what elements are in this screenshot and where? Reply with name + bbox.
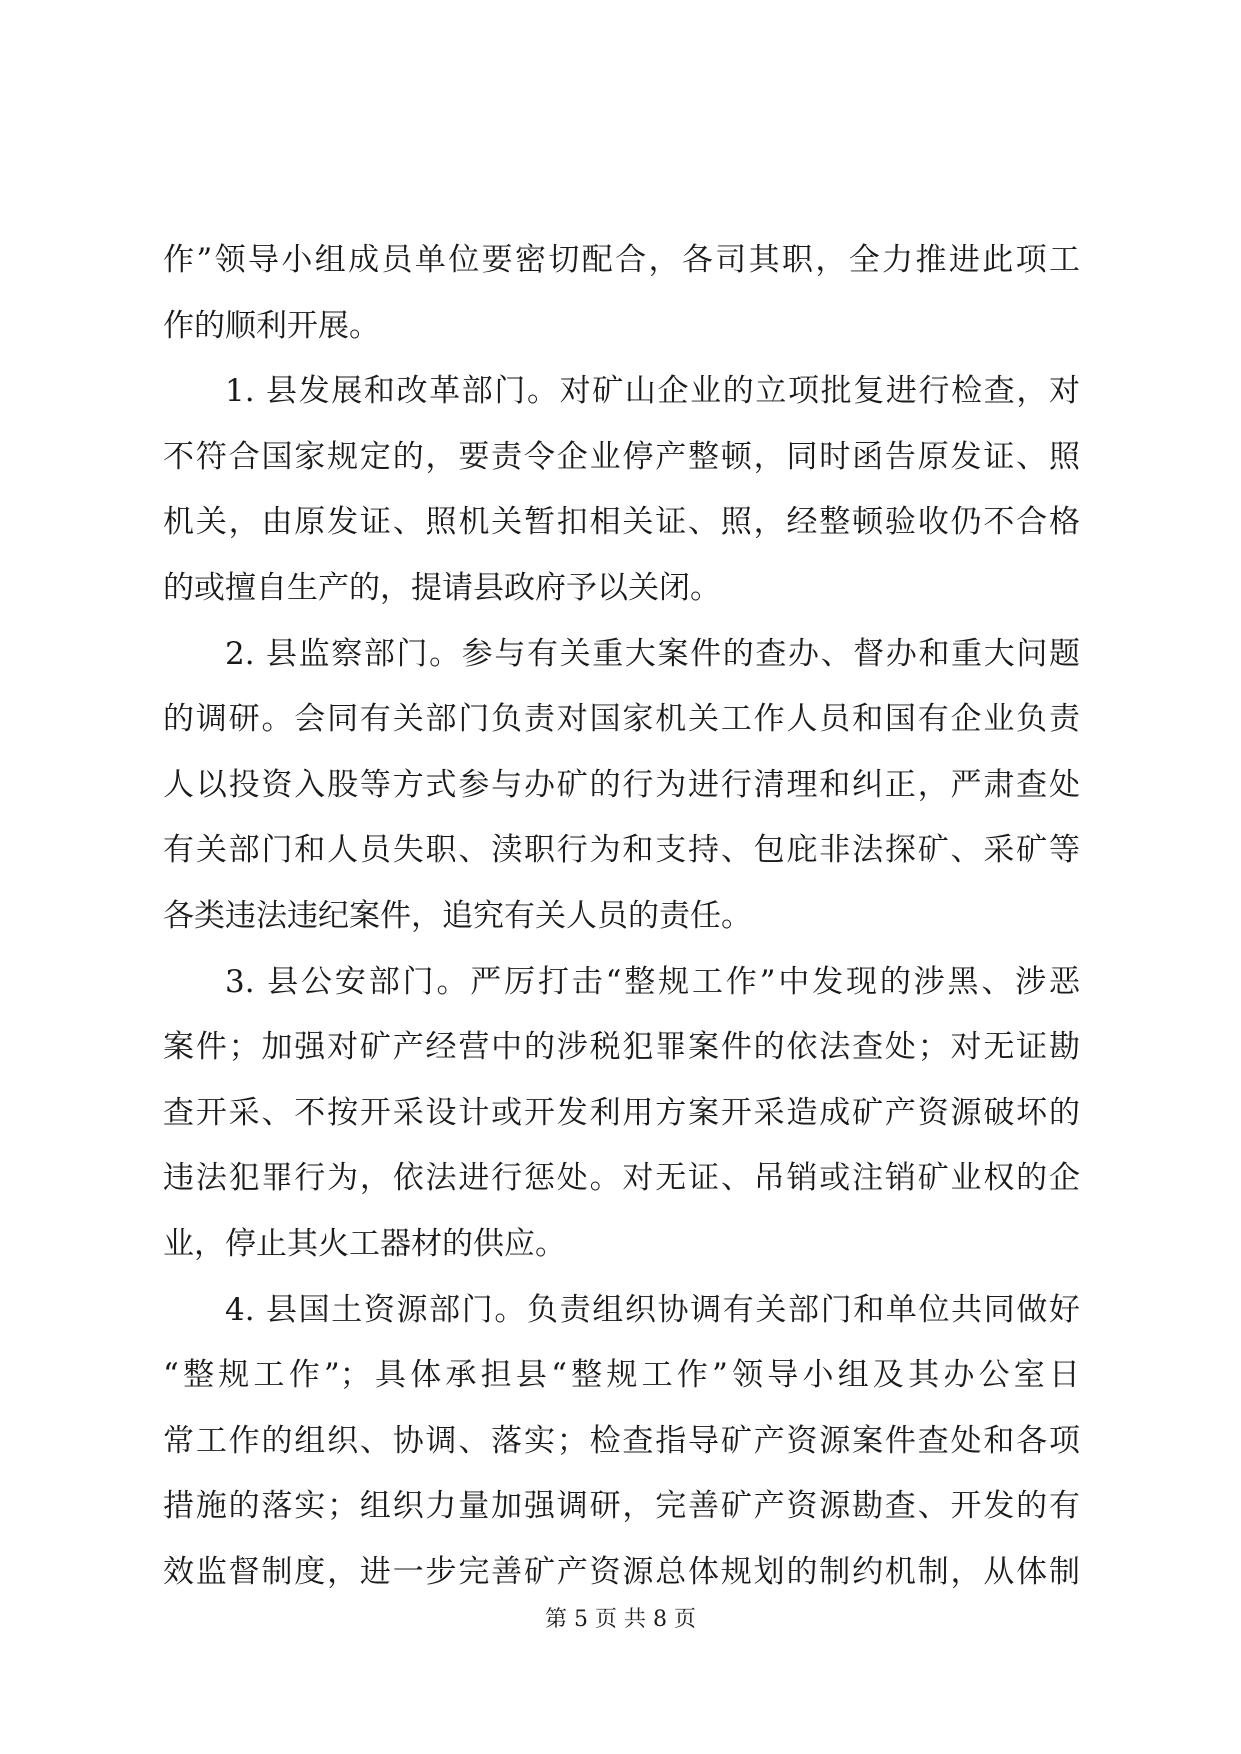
text-line: 措施的落实；组织力量加强调研，完善矿产资源勘查、开发的有 xyxy=(163,1488,1080,1525)
text-line: 2. 县监察部门。参与有关重大案件的查办、督办和重大问题 xyxy=(225,635,1080,672)
body-text xyxy=(163,228,1080,1605)
text-line: 不符合国家规定的，要责令企业停产整顿，同时函告原发证、照 xyxy=(163,438,1080,475)
text-line: 的调研。会同有关部门负责对国家机关工作人员和国有企业负责 xyxy=(163,701,1080,738)
text-line: 机关，由原发证、照机关暂扣相关证、照，经整顿验收仍不合格 xyxy=(163,504,1080,541)
text-line: 人以投资入股等方式参与办矿的行为进行清理和纠正，严肃查处 xyxy=(163,766,1080,803)
text-line: 作的顺利开展。 xyxy=(163,307,380,344)
text-line: 效监督制度，进一步完善矿产资源总体规划的制约机制，从体制 xyxy=(163,1553,1080,1590)
text-line: 常工作的组织、协调、落实；检查指导矿产资源案件查处和各项 xyxy=(163,1422,1080,1459)
text-line: 3. 县公安部门。严厉打击“整规工作”中发现的涉黑、涉恶 xyxy=(225,963,1080,1000)
text-line: 4. 县国土资源部门。负责组织协调有关部门和单位共同做好 xyxy=(225,1291,1080,1328)
text-line: 违法犯罪行为，依法进行惩处。对无证、吊销或注销矿业权的企 xyxy=(163,1160,1080,1197)
text-line: 有关部门和人员失职、渎职行为和支持、包庇非法探矿、采矿等 xyxy=(163,832,1080,869)
text-line: 案件；加强对矿产经营中的涉税犯罪案件的依法查处；对无证勘 xyxy=(163,1029,1080,1066)
text-line: 查开采、不按开采设计或开发利用方案开采造成矿产资源破坏的 xyxy=(163,1094,1080,1131)
text-line: 作”领导小组成员单位要密切配合，各司其职，全力推进此项工 xyxy=(163,242,1080,278)
text-line: 各类违法违纪案件，追究有关人员的责任。 xyxy=(163,897,752,934)
text-line: 业，停止其火工器材的供应。 xyxy=(163,1225,566,1262)
text-line: 的或擅自生产的，提请县政府予以关闭。 xyxy=(163,569,721,606)
text-line: “整规工作”；具体承担县“整规工作”领导小组及其办公室日 xyxy=(163,1357,1080,1394)
text-line: 1. 县发展和改革部门。对矿山企业的立项批复进行检查，对 xyxy=(225,373,1080,410)
page-number-footer: 第 5 页 共 8 页 xyxy=(545,1607,696,1632)
